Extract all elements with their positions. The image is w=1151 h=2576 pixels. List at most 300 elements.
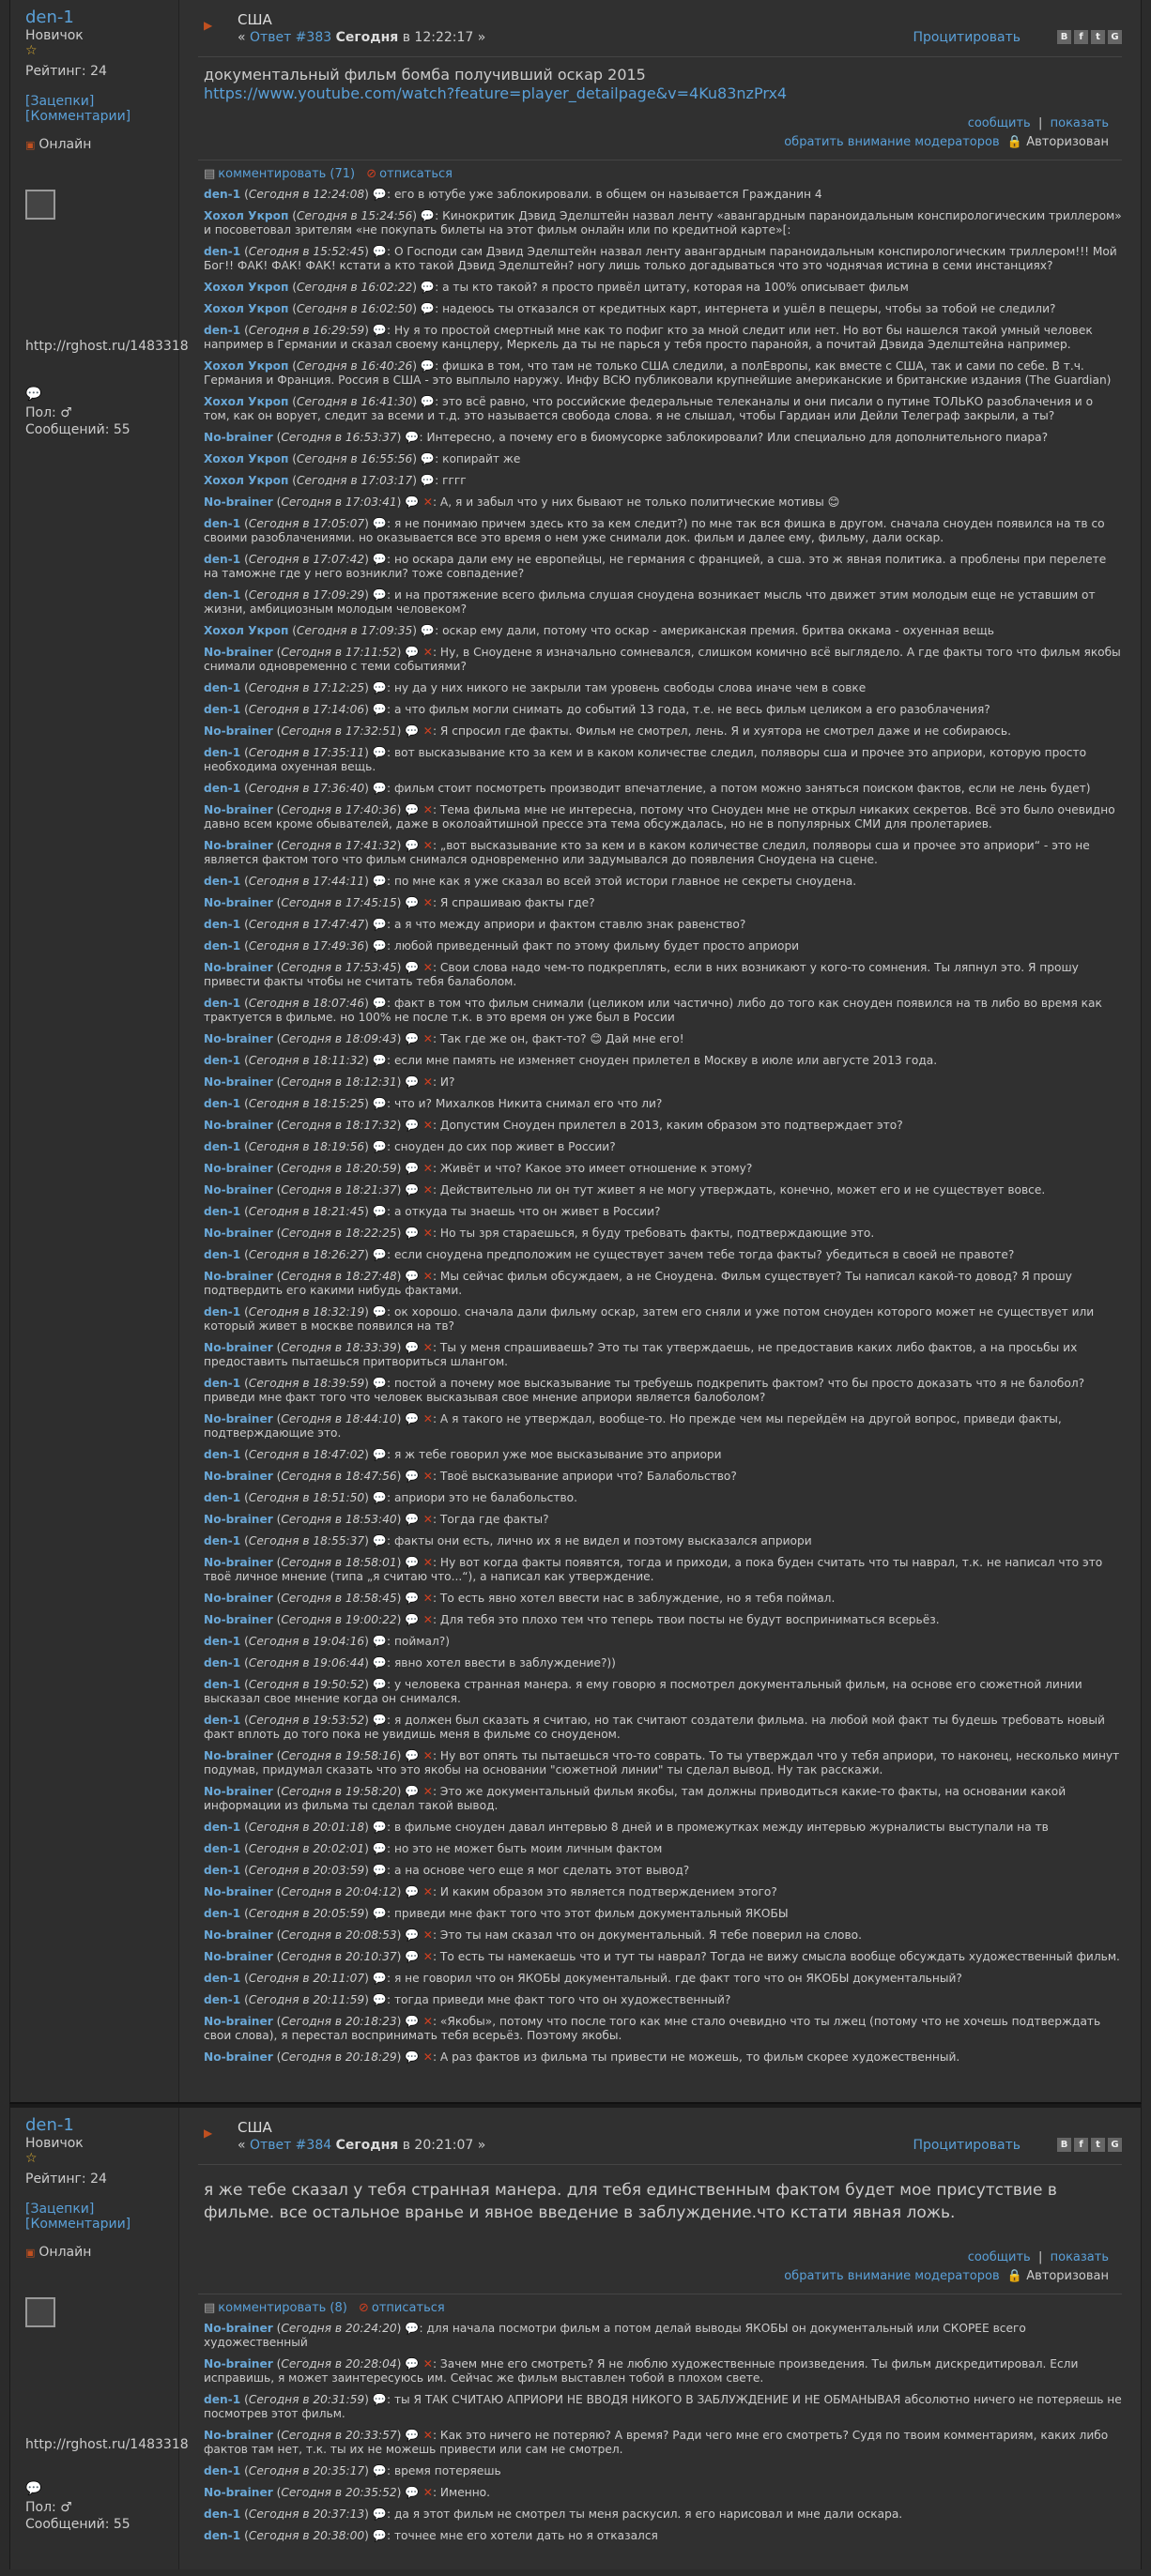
comment-text: Это ты нам сказал что он документальный. Я тебе поверил на слово. [439, 1928, 862, 1942]
comment-item: No-brainer (Сегодня в 20:28:04) 💬 ✕: Зачем мне его смотреть? Я не люблю художественные произведения. Ты фильм дискредитировал. Если исправишь, я может заинтересуюсь им. Сейчас же фильм выставлен тобой в плохом свете. [204, 2357, 1079, 2385]
reply-icon[interactable]: 💬 [405, 1928, 420, 1942]
comment-text: Ну вот когда факты появятся, тогда и приходи, а пока буден считать что ты наврал, т.к. не написал что это твоё личное мнение (типа „я считаю что...“), а написал как утверждение. [204, 1556, 1103, 1583]
comment-author[interactable]: den-1 [204, 517, 241, 530]
reply-icon[interactable]: 💬 [420, 281, 436, 294]
delete-icon[interactable]: ✕ [419, 1270, 433, 1283]
reply-icon[interactable]: 💬 [372, 1097, 387, 1110]
user-comments-link[interactable]: [Комментарии] [25, 2217, 131, 2232]
delete-icon[interactable]: ✕ [419, 1556, 433, 1569]
comment-text: Именно. [439, 2486, 490, 2499]
comment-author[interactable]: den-1 [204, 918, 241, 931]
delete-icon[interactable]: ✕ [419, 2357, 433, 2370]
username[interactable]: den-1 [25, 8, 74, 27]
comment-author[interactable]: Хохол Укроп [204, 395, 289, 408]
moderators-link[interactable]: обратить внимание модераторов [784, 2269, 1000, 2283]
comment-time: Сегодня в 20:08:53 [281, 1928, 397, 1942]
comment-text: тогда приведи мне факт того что он художественный? [393, 1993, 731, 2006]
reply-icon[interactable]: 💬 [372, 1140, 387, 1153]
reply-icon[interactable]: 💬 [372, 1248, 387, 1261]
delete-icon[interactable]: ✕ [419, 896, 433, 909]
delete-icon[interactable]: ✕ [419, 2015, 433, 2028]
reply-icon[interactable]: 💬 [372, 681, 387, 694]
post-header [198, 2119, 1122, 2157]
comment-time: Сегодня в 20:38:00 [248, 2529, 365, 2542]
reply-icon[interactable]: 💬 [405, 2357, 420, 2370]
delete-icon[interactable]: ✕ [419, 495, 433, 509]
comment-author[interactable]: No-brainer [204, 1785, 273, 1798]
share-google-icon[interactable]: G [1108, 30, 1122, 44]
reply-icon[interactable]: 💬 [405, 2050, 420, 2064]
reply-icon[interactable]: 💬 [372, 703, 387, 716]
comment-author[interactable]: No-brainer [204, 1950, 273, 1963]
comment-item: No-brainer (Сегодня в 18:58:01) 💬 ✕: Ну вот когда факты появятся, тогда и приходи, а пока буден считать что ты наврал, т.к. не написал что это твоё личное мнение (типа „я считаю что...“), а написал как утверждение. [204, 1556, 1103, 1583]
user-messages: Сообщений: 55 [25, 422, 130, 437]
share-buttons [1057, 2138, 1122, 2152]
comment-author[interactable]: No-brainer [204, 1227, 273, 1240]
post-icon: ▶ [204, 2126, 213, 2140]
delete-icon[interactable]: ✕ [419, 646, 433, 659]
comment-author[interactable]: den-1 [204, 681, 241, 694]
delete-icon[interactable]: ✕ [419, 1032, 433, 1045]
reply-icon[interactable]: 💬 [405, 1592, 420, 1605]
comment-author[interactable]: den-1 [204, 1993, 241, 2006]
reply-icon[interactable]: 💬 [372, 1491, 387, 1504]
comment-item: No-brainer (Сегодня в 17:03:41) 💬 ✕: А, я и забыл что у них бывают не только политические мотивы 😊 [204, 495, 840, 509]
comment-time: Сегодня в 17:41:32 [281, 839, 397, 852]
comment-time: Сегодня в 17:35:11 [248, 746, 365, 759]
reply-icon[interactable]: 💬 [372, 245, 387, 258]
reply-icon[interactable]: 💬 [405, 2429, 420, 2442]
delete-icon[interactable]: ✕ [419, 1928, 433, 1942]
comment-author[interactable]: den-1 [204, 782, 241, 795]
comment-time: Сегодня в 19:53:52 [248, 1714, 365, 1727]
reply-icon[interactable]: 💬 [372, 997, 387, 1010]
comment-author[interactable]: den-1 [204, 1821, 241, 1834]
delete-icon[interactable]: ✕ [419, 2050, 433, 2064]
reply-icon[interactable]: 💬 [372, 1205, 387, 1218]
reply-icon[interactable]: 💬 [372, 1993, 387, 2006]
reply-icon[interactable]: 💬 [405, 646, 420, 659]
share-b-icon[interactable]: B [1057, 30, 1071, 44]
delete-icon[interactable]: ✕ [419, 1592, 433, 1605]
online-status [25, 2245, 178, 2260]
user-messages: Сообщений: 55 [25, 2517, 130, 2532]
reply-icon[interactable]: 💬 [405, 961, 420, 974]
comment-time: Сегодня в 16:40:26 [297, 359, 413, 373]
comment-author[interactable]: No-brainer [204, 1341, 273, 1354]
comment-author[interactable]: den-1 [204, 1534, 241, 1547]
comment-author[interactable]: No-brainer [204, 896, 273, 909]
comment-time: Сегодня в 20:11:07 [248, 1972, 365, 1985]
reply-icon[interactable]: 💬 [372, 2529, 387, 2542]
comment-author[interactable]: den-1 [204, 1448, 241, 1461]
comment-text: если сноудена предположим не существует зачем тебе тогда факты? убедиться в своей не правоте? [393, 1248, 1015, 1261]
comment-text: Для тебя это плохо тем что теперь твои посты не будут восприниматься всерьёз. [439, 1613, 940, 1626]
comment-item: No-brainer (Сегодня в 17:41:32) 💬 ✕: „вот высказывание кто за кем и в каком количестве следил, поляворы сша и прочее это априори“ - это не является фактом того что фильм снимался одновременно или задумывался до появления Сноудена на сцене. [204, 839, 1090, 866]
reply-icon[interactable]: 💬 [372, 939, 387, 953]
reply-icon[interactable]: 💬 [372, 2507, 387, 2521]
comment-text: Интересно, а почему его в биомусорке заблокировали? Или специально для дополнительного пиара? [426, 431, 1049, 444]
comment-author[interactable]: No-brainer [204, 1885, 273, 1898]
delete-icon[interactable]: ✕ [419, 961, 433, 974]
reply-icon[interactable]: 💬 [372, 1656, 387, 1669]
delete-icon[interactable]: ✕ [419, 1075, 433, 1089]
comment-author[interactable]: den-1 [204, 188, 241, 201]
delete-icon[interactable]: ✕ [419, 1749, 433, 1762]
comment-time: Сегодня в 17:49:36 [248, 939, 365, 953]
report-link[interactable]: сообщить [967, 2250, 1031, 2264]
comment-item: den-1 (Сегодня в 18:39:59) 💬: постой а почему мое высказывание ты требуешь подкрепить фактом? что бы просто доказать что я не балобол?приведи мне факт того что человек высказывая свое мнение априори является балоболом? [204, 1377, 1085, 1404]
comment-author[interactable]: den-1 [204, 1140, 241, 1153]
reply-icon[interactable]: 💬 [420, 624, 436, 637]
reply-icon[interactable]: 💬 [372, 1377, 387, 1390]
comment-author[interactable]: No-brainer [204, 1270, 273, 1283]
reply-icon[interactable]: 💬 [372, 588, 387, 602]
comment-text: Я спрашиваю факты где? [439, 896, 595, 909]
comment-author[interactable]: No-brainer [204, 1556, 273, 1569]
comment-author[interactable]: den-1 [204, 1842, 241, 1855]
reply-icon[interactable]: 💬 [405, 495, 420, 509]
comment-link[interactable]: комментировать (8) [218, 2301, 347, 2315]
comment-time: Сегодня в 16:02:50 [297, 302, 413, 315]
delete-icon[interactable]: ✕ [419, 724, 433, 738]
comment-item: den-1 (Сегодня в 17:14:06) 💬: а что фильм могли снимать до событий 13 года, т.е. не весь фильм целиком а его разоблачения? [204, 703, 990, 716]
comment-author[interactable]: den-1 [204, 746, 241, 759]
user-site-url[interactable]: http://rghost.ru/1483318 [25, 339, 189, 354]
comment-author[interactable]: No-brainer [204, 1613, 273, 1626]
delete-icon[interactable]: ✕ [419, 1341, 433, 1354]
delete-icon[interactable]: ✕ [419, 1183, 433, 1197]
reply-icon[interactable]: 💬 [420, 452, 436, 465]
comment-author[interactable]: No-brainer [204, 724, 273, 738]
delete-icon[interactable]: ✕ [419, 2429, 433, 2442]
reply-icon[interactable]: 💬 [372, 1864, 387, 1877]
comment-author[interactable]: No-brainer [204, 431, 273, 444]
show-link[interactable]: показать [1050, 116, 1109, 130]
share-twitter-icon[interactable]: t [1091, 30, 1105, 44]
reply-icon[interactable]: 💬 [420, 209, 436, 222]
comment-author[interactable]: den-1 [204, 2393, 241, 2406]
comment-item: No-brainer (Сегодня в 17:40:36) 💬 ✕: Тема фильма мне не интересна, потому что Сноуден мне не открыл никаких секретов. Всё это было очевидно давно всем кроме обывателей, даже в околоайтишной прессе эта тема обсуждалась, но не в популярных СМИ для пролетариев. [204, 803, 1115, 831]
comment-time: Сегодня в 17:47:47 [248, 918, 365, 931]
comment-author[interactable]: Хохол Укроп [204, 452, 289, 465]
comment-text: но это не может быть моим личным фактом [393, 1842, 663, 1855]
delete-icon[interactable]: ✕ [419, 1785, 433, 1798]
reply-icon[interactable]: 💬 [372, 782, 387, 795]
reply-icon[interactable]: 💬 [372, 918, 387, 931]
comment-author[interactable]: No-brainer [204, 1075, 273, 1089]
reply-icon[interactable]: 💬 [405, 1885, 420, 1898]
comment-item: den-1 (Сегодня в 20:03:59) 💬: а на основе чего еще я мог сделать этот вывод? [204, 1864, 690, 1877]
reply-icon[interactable]: 💬 [405, 1412, 420, 1425]
comment-author[interactable]: No-brainer [204, 1513, 273, 1526]
comment-author[interactable]: den-1 [204, 1635, 241, 1648]
post-icon: ▶ [204, 19, 213, 32]
comment-time: Сегодня в 18:27:48 [281, 1270, 397, 1283]
reply-icon[interactable]: 💬 [372, 1907, 387, 1920]
comment-author[interactable]: den-1 [204, 875, 241, 888]
comment-author[interactable]: No-brainer [204, 1412, 273, 1425]
quote-button[interactable]: Процитировать [913, 2138, 1021, 2153]
comment-author[interactable]: den-1 [204, 997, 241, 1010]
comment-text: по мне как я уже сказал во всей этой истори главное не секреты сноудена. [393, 875, 857, 888]
comment-author[interactable]: Хохол Укроп [204, 209, 289, 222]
post-body-link[interactable]: https://www.youtube.com/watch?feature=player_detailpage&v=4Ku83nzPrx4 [204, 84, 788, 102]
comment-author[interactable]: den-1 [204, 1305, 241, 1318]
comment-author[interactable]: Хохол Укроп [204, 624, 289, 637]
comment-time: Сегодня в 18:39:59 [248, 1377, 365, 1390]
comment-author[interactable]: No-brainer [204, 803, 273, 816]
reply-icon[interactable]: 💬 [420, 359, 436, 373]
reply-icon[interactable]: 💬 [405, 2486, 420, 2499]
comment-author[interactable]: No-brainer [204, 1119, 273, 1132]
comment-author[interactable]: Хохол Укроп [204, 359, 289, 373]
show-link[interactable]: показать [1050, 2250, 1109, 2264]
reply-icon[interactable]: 💬 [405, 1032, 420, 1045]
delete-icon[interactable]: ✕ [419, 1885, 433, 1898]
unsubscribe-link[interactable]: отписаться [379, 167, 453, 181]
comment-text: я ж тебе говорил уже мое высказывание это априори [393, 1448, 722, 1461]
comment-author[interactable]: den-1 [204, 1491, 241, 1504]
comment-author[interactable]: den-1 [204, 1864, 241, 1877]
quote-button[interactable]: Процитировать [913, 30, 1021, 45]
comment-item: den-1 (Сегодня в 16:29:59) 💬: Ну я то простой смертный мне как то пофиг кто за мной следит или нет. Но вот бы нашелся такой умный человек например в Германии и сказал своему канцлеру, Меркель да ты не парься у тебя просто паранойя, а почитай Дэвида Эделштейна например. [204, 324, 1093, 351]
comment-author[interactable]: den-1 [204, 1377, 241, 1390]
comment-author[interactable]: No-brainer [204, 1162, 273, 1175]
user-rank: Новичок [25, 28, 84, 43]
reply-icon[interactable]: 💬 [405, 431, 420, 444]
answer-number-link[interactable]: Ответ #384 [250, 2138, 332, 2153]
comment-text: Так где же он, факт-то? 😊 Дай мне его! [439, 1032, 684, 1045]
reply-icon[interactable]: 💬 [372, 324, 387, 337]
reply-icon[interactable]: 💬 [405, 724, 420, 738]
comment-text: фишка в том, что там не только США следили, а полЕвропы, как вместе с США, так и сами по себе. В т.ч. Германия и Франция. Россия в США - это выплыло наружу. Инфу ВСЮ публиковали крупнейшие американские и британские издания (The Guardian) [204, 359, 1112, 387]
online-status-label: Онлайн [38, 137, 92, 152]
comment-time: Сегодня в 18:15:25 [248, 1097, 365, 1110]
comment-author[interactable]: den-1 [204, 1205, 241, 1218]
comment-time: Сегодня в 18:09:43 [281, 1032, 397, 1045]
comment-time: Сегодня в 16:53:37 [281, 431, 397, 444]
comment-author[interactable]: den-1 [204, 2507, 241, 2521]
online-icon: ▣ [25, 2247, 36, 2259]
comment-author[interactable]: den-1 [204, 1248, 241, 1261]
comment-time: Сегодня в 17:11:52 [281, 646, 397, 659]
reply-icon[interactable]: 💬 [372, 1054, 387, 1067]
comment-text: Ты у меня спрашиваешь? Это ты так утверждаешь, не предоставив каких либо фактов, а на просьбы их предоставить пытаешься притвориться шлангом. [204, 1341, 1078, 1368]
reply-icon[interactable]: 💬 [405, 1227, 420, 1240]
reply-icon[interactable]: 💬 [405, 1749, 420, 1762]
comment-text: да я этот фильм не смотрел ты меня раскусил. я его нарисовал и мне дали оскара. [393, 2507, 903, 2521]
reply-icon[interactable]: 💬 [372, 1678, 387, 1691]
comment-author[interactable]: No-brainer [204, 1928, 273, 1942]
post-answer-line [238, 30, 485, 45]
comment-item: No-brainer (Сегодня в 17:32:51) 💬 ✕: Я спросил где факты. Фильм не смотрел, лень. Я и хуятора не смотрел даже и не собираюсь. [204, 724, 1011, 738]
post-actions: сообщить | показать обратить внимание модераторов 🔒 Авторизован [784, 2250, 1109, 2283]
user-rating: Рейтинг: 24 [25, 64, 107, 79]
comment-time: Сегодня в 19:58:16 [281, 1749, 397, 1762]
comment-link[interactable]: комментировать (71) [218, 167, 356, 181]
reply-icon[interactable]: 💬 [405, 839, 420, 852]
reply-icon[interactable]: 💬 [372, 1305, 387, 1318]
delete-icon[interactable]: ✕ [419, 2486, 433, 2499]
reply-icon[interactable]: 💬 [420, 474, 436, 487]
share-twitter-icon[interactable]: t [1091, 2138, 1105, 2152]
reply-icon[interactable]: 💬 [405, 1613, 420, 1626]
reply-icon[interactable]: 💬 [405, 1270, 420, 1283]
comment-text: я не понимаю причем здесь кто за кем следит?) по мне так вся фишка в другом. сначала сноуден появился на тв со своими разоблачениями. но оказывается все это время о нем уже снимали док. фильм и далее ему, фильму, дали оскар. [204, 517, 1105, 544]
user-notes-link[interactable]: [Зацепки] [25, 94, 95, 109]
comment-author[interactable]: Хохол Укроп [204, 281, 289, 294]
answer-number-link[interactable]: Ответ #383 [250, 30, 332, 45]
reply-icon[interactable]: 💬 [372, 1972, 387, 1985]
comment-item: den-1 (Сегодня в 18:11:32) 💬: если мне память не изменяет сноуден прилетел в Москву в июле или августе 2013 года. [204, 1054, 938, 1067]
comment-author[interactable]: den-1 [204, 1972, 241, 1985]
reply-icon[interactable]: 💬 [405, 1162, 420, 1175]
comment-author[interactable]: den-1 [204, 1054, 241, 1067]
delete-icon[interactable]: ✕ [419, 803, 433, 816]
comment-time: Сегодня в 18:32:19 [248, 1305, 365, 1318]
comment-author[interactable]: No-brainer [204, 2429, 273, 2442]
avatar[interactable] [25, 2297, 55, 2327]
delete-icon[interactable]: ✕ [419, 1513, 433, 1526]
delete-icon[interactable]: ✕ [419, 1227, 433, 1240]
username[interactable]: den-1 [25, 2115, 74, 2135]
comment-author[interactable]: den-1 [204, 588, 241, 602]
delete-icon[interactable]: ✕ [419, 1162, 433, 1175]
reply-icon[interactable]: 💬 [405, 1785, 420, 1798]
user-gender: Пол: ♂ [25, 2500, 72, 2515]
comment-author[interactable]: den-1 [204, 245, 241, 258]
reply-icon[interactable]: 💬 [405, 1119, 420, 1132]
reply-icon[interactable]: 💬 [372, 1448, 387, 1461]
comment-time: Сегодня в 18:20:59 [281, 1162, 397, 1175]
delete-icon[interactable]: ✕ [419, 1613, 433, 1626]
comment-author[interactable]: No-brainer [204, 1470, 273, 1483]
comment-author[interactable]: No-brainer [204, 1032, 273, 1045]
comment-author[interactable]: den-1 [204, 2529, 241, 2542]
reply-icon[interactable]: 💬 [405, 1950, 420, 1963]
comment-author[interactable]: No-brainer [204, 2322, 273, 2335]
share-b-icon[interactable]: B [1057, 2138, 1071, 2152]
comment-item: No-brainer (Сегодня в 16:53:37) 💬: Интересно, а почему его в биомусорке заблокировали? Или специально для дополнительного пиара? [204, 431, 1049, 444]
comment-item: No-brainer (Сегодня в 20:18:23) 💬 ✕: «Якобы», потому что после того как мне стало очевидно что ты лжец (потому что не хочешь подтверждать свои слова), я перестал воспринимать тебя всерьёз. Поэтому якобы. [204, 2015, 1101, 2042]
delete-icon[interactable]: ✕ [419, 1470, 433, 1483]
reply-icon[interactable]: 💬 [372, 2464, 387, 2477]
comment-author[interactable]: No-brainer [204, 1749, 273, 1762]
comment-item: Хохол Укроп (Сегодня в 17:09:35) 💬: оскар ему дали, потому что оскар - американская премия. бритва оккама - охуенная вещь [204, 624, 994, 637]
comment-author[interactable]: den-1 [204, 553, 241, 566]
reply-icon[interactable]: 💬 [405, 1513, 420, 1526]
comment-author[interactable]: Хохол Укроп [204, 302, 289, 315]
reply-icon[interactable]: 💬 [372, 553, 387, 566]
share-facebook-icon[interactable]: f [1074, 30, 1088, 44]
reply-icon[interactable]: 💬 [405, 1341, 420, 1354]
reply-icon[interactable]: 💬 [405, 1075, 420, 1089]
comment-time: Сегодня в 17:05:07 [248, 517, 365, 530]
comment-text: А, я и забыл что у них бывают не только политические мотивы 😊 [439, 495, 840, 509]
unsubscribe-link[interactable]: отписаться [371, 2301, 445, 2315]
comment-time: Сегодня в 19:58:20 [281, 1785, 397, 1798]
comment-time: Сегодня в 17:44:11 [248, 875, 365, 888]
reply-icon[interactable]: 💬 [372, 2393, 387, 2406]
comment-author[interactable]: No-brainer [204, 839, 273, 852]
reply-icon[interactable]: 💬 [372, 517, 387, 530]
comment-text: время потеряешь [393, 2464, 501, 2477]
reply-icon[interactable]: 💬 [405, 896, 420, 909]
comment-author[interactable]: den-1 [204, 703, 241, 716]
reply-icon[interactable]: 💬 [372, 875, 387, 888]
comment-author[interactable]: den-1 [204, 1097, 241, 1110]
reply-icon[interactable]: 💬 [405, 2015, 420, 2028]
comment-author[interactable]: No-brainer [204, 961, 273, 974]
comment-text: постой а почему мое высказывание ты требуешь подкрепить фактом? что бы просто доказать что я не балобол?приведи мне факт того что человек высказывая свое мнение априори является балоболом? [204, 1377, 1085, 1404]
comment-text: фильм стоит посмотреть производит впечатление, а потом можно заняться поиском фактов, если не лень будет) [393, 782, 1091, 795]
comment-author[interactable]: No-brainer [204, 1183, 273, 1197]
comment-author[interactable]: No-brainer [204, 2486, 273, 2499]
comment-author[interactable]: No-brainer [204, 2050, 273, 2064]
comment-text: это всё равно, что российские федеральные телеканалы и они писали о путине ТОЛЬКО разоблачения и о том, как он ворует, следит за всеми и т.д. это называется свобода слова. я не слышал, чтобы Гардиан или Дейли Телеграф закрыли, а ты? [204, 395, 1094, 422]
reply-icon[interactable]: 💬 [405, 1470, 420, 1483]
comment-author[interactable]: den-1 [204, 324, 241, 337]
share-google-icon[interactable]: G [1108, 2138, 1122, 2152]
reply-icon[interactable]: 💬 [372, 1534, 387, 1547]
reply-icon[interactable]: 💬 [405, 1183, 420, 1197]
delete-icon[interactable]: ✕ [419, 1950, 433, 1963]
comment-author[interactable]: No-brainer [204, 1592, 273, 1605]
comment-author[interactable]: No-brainer [204, 646, 273, 659]
reply-icon[interactable]: 💬 [372, 1842, 387, 1855]
user-notes-link[interactable]: [Зацепки] [25, 2202, 95, 2217]
comment-author[interactable]: den-1 [204, 1656, 241, 1669]
avatar[interactable] [25, 190, 55, 220]
reply-icon[interactable]: 💬 [405, 1556, 420, 1569]
comment-time: Сегодня в 20:18:23 [281, 2015, 397, 2028]
reply-icon[interactable]: 💬 [372, 1714, 387, 1727]
comment-author[interactable]: Хохол Укроп [204, 474, 289, 487]
reply-icon[interactable]: 💬 [420, 302, 436, 315]
reply-icon[interactable]: 💬 [420, 395, 436, 408]
reply-icon[interactable]: 💬 [372, 1635, 387, 1648]
reply-icon[interactable]: 💬 [372, 188, 387, 201]
comment-author[interactable]: No-brainer [204, 2015, 273, 2028]
comment-time: Сегодня в 20:35:17 [248, 2464, 365, 2477]
comment-author[interactable]: den-1 [204, 2464, 241, 2477]
user-site-url[interactable]: http://rghost.ru/1483318 [25, 2437, 189, 2452]
reply-icon[interactable]: 💬 [405, 2322, 420, 2335]
comment-text: а на основе чего еще я мог сделать этот вывод? [393, 1864, 690, 1877]
user-comments-link[interactable]: [Комментарии] [25, 109, 131, 124]
comment-text: «Якобы», потому что после того как мне стало очевидно что ты лжец (потому что не хочешь подтверждать свои слова), я перестал воспринимать тебя всерьёз. Поэтому якобы. [204, 2015, 1101, 2042]
comment-text: И каким образом это является подтверждением этого? [439, 1885, 777, 1898]
comment-author[interactable]: No-brainer [204, 495, 273, 509]
moderators-link[interactable]: обратить внимание модераторов [784, 135, 1000, 149]
reply-icon[interactable]: 💬 [372, 1821, 387, 1834]
reply-icon[interactable]: 💬 [372, 746, 387, 759]
delete-icon[interactable]: ✕ [419, 839, 433, 852]
report-link[interactable]: сообщить [967, 116, 1031, 130]
comment-author[interactable]: den-1 [204, 1678, 241, 1691]
comment-author[interactable]: den-1 [204, 1714, 241, 1727]
comment-author[interactable]: den-1 [204, 939, 241, 953]
share-facebook-icon[interactable]: f [1074, 2138, 1088, 2152]
reply-icon[interactable]: 💬 [405, 803, 420, 816]
comment-author[interactable]: den-1 [204, 1907, 241, 1920]
comment-item: No-brainer (Сегодня в 20:18:29) 💬 ✕: А раз фактов из фильма ты привести не можешь, то фильм скорее художественный. [204, 2050, 960, 2064]
delete-icon[interactable]: ✕ [419, 1119, 433, 1132]
comment-time: Сегодня в 20:35:52 [281, 2486, 397, 2499]
comment-author[interactable]: No-brainer [204, 2357, 273, 2370]
delete-icon[interactable]: ✕ [419, 1412, 433, 1425]
